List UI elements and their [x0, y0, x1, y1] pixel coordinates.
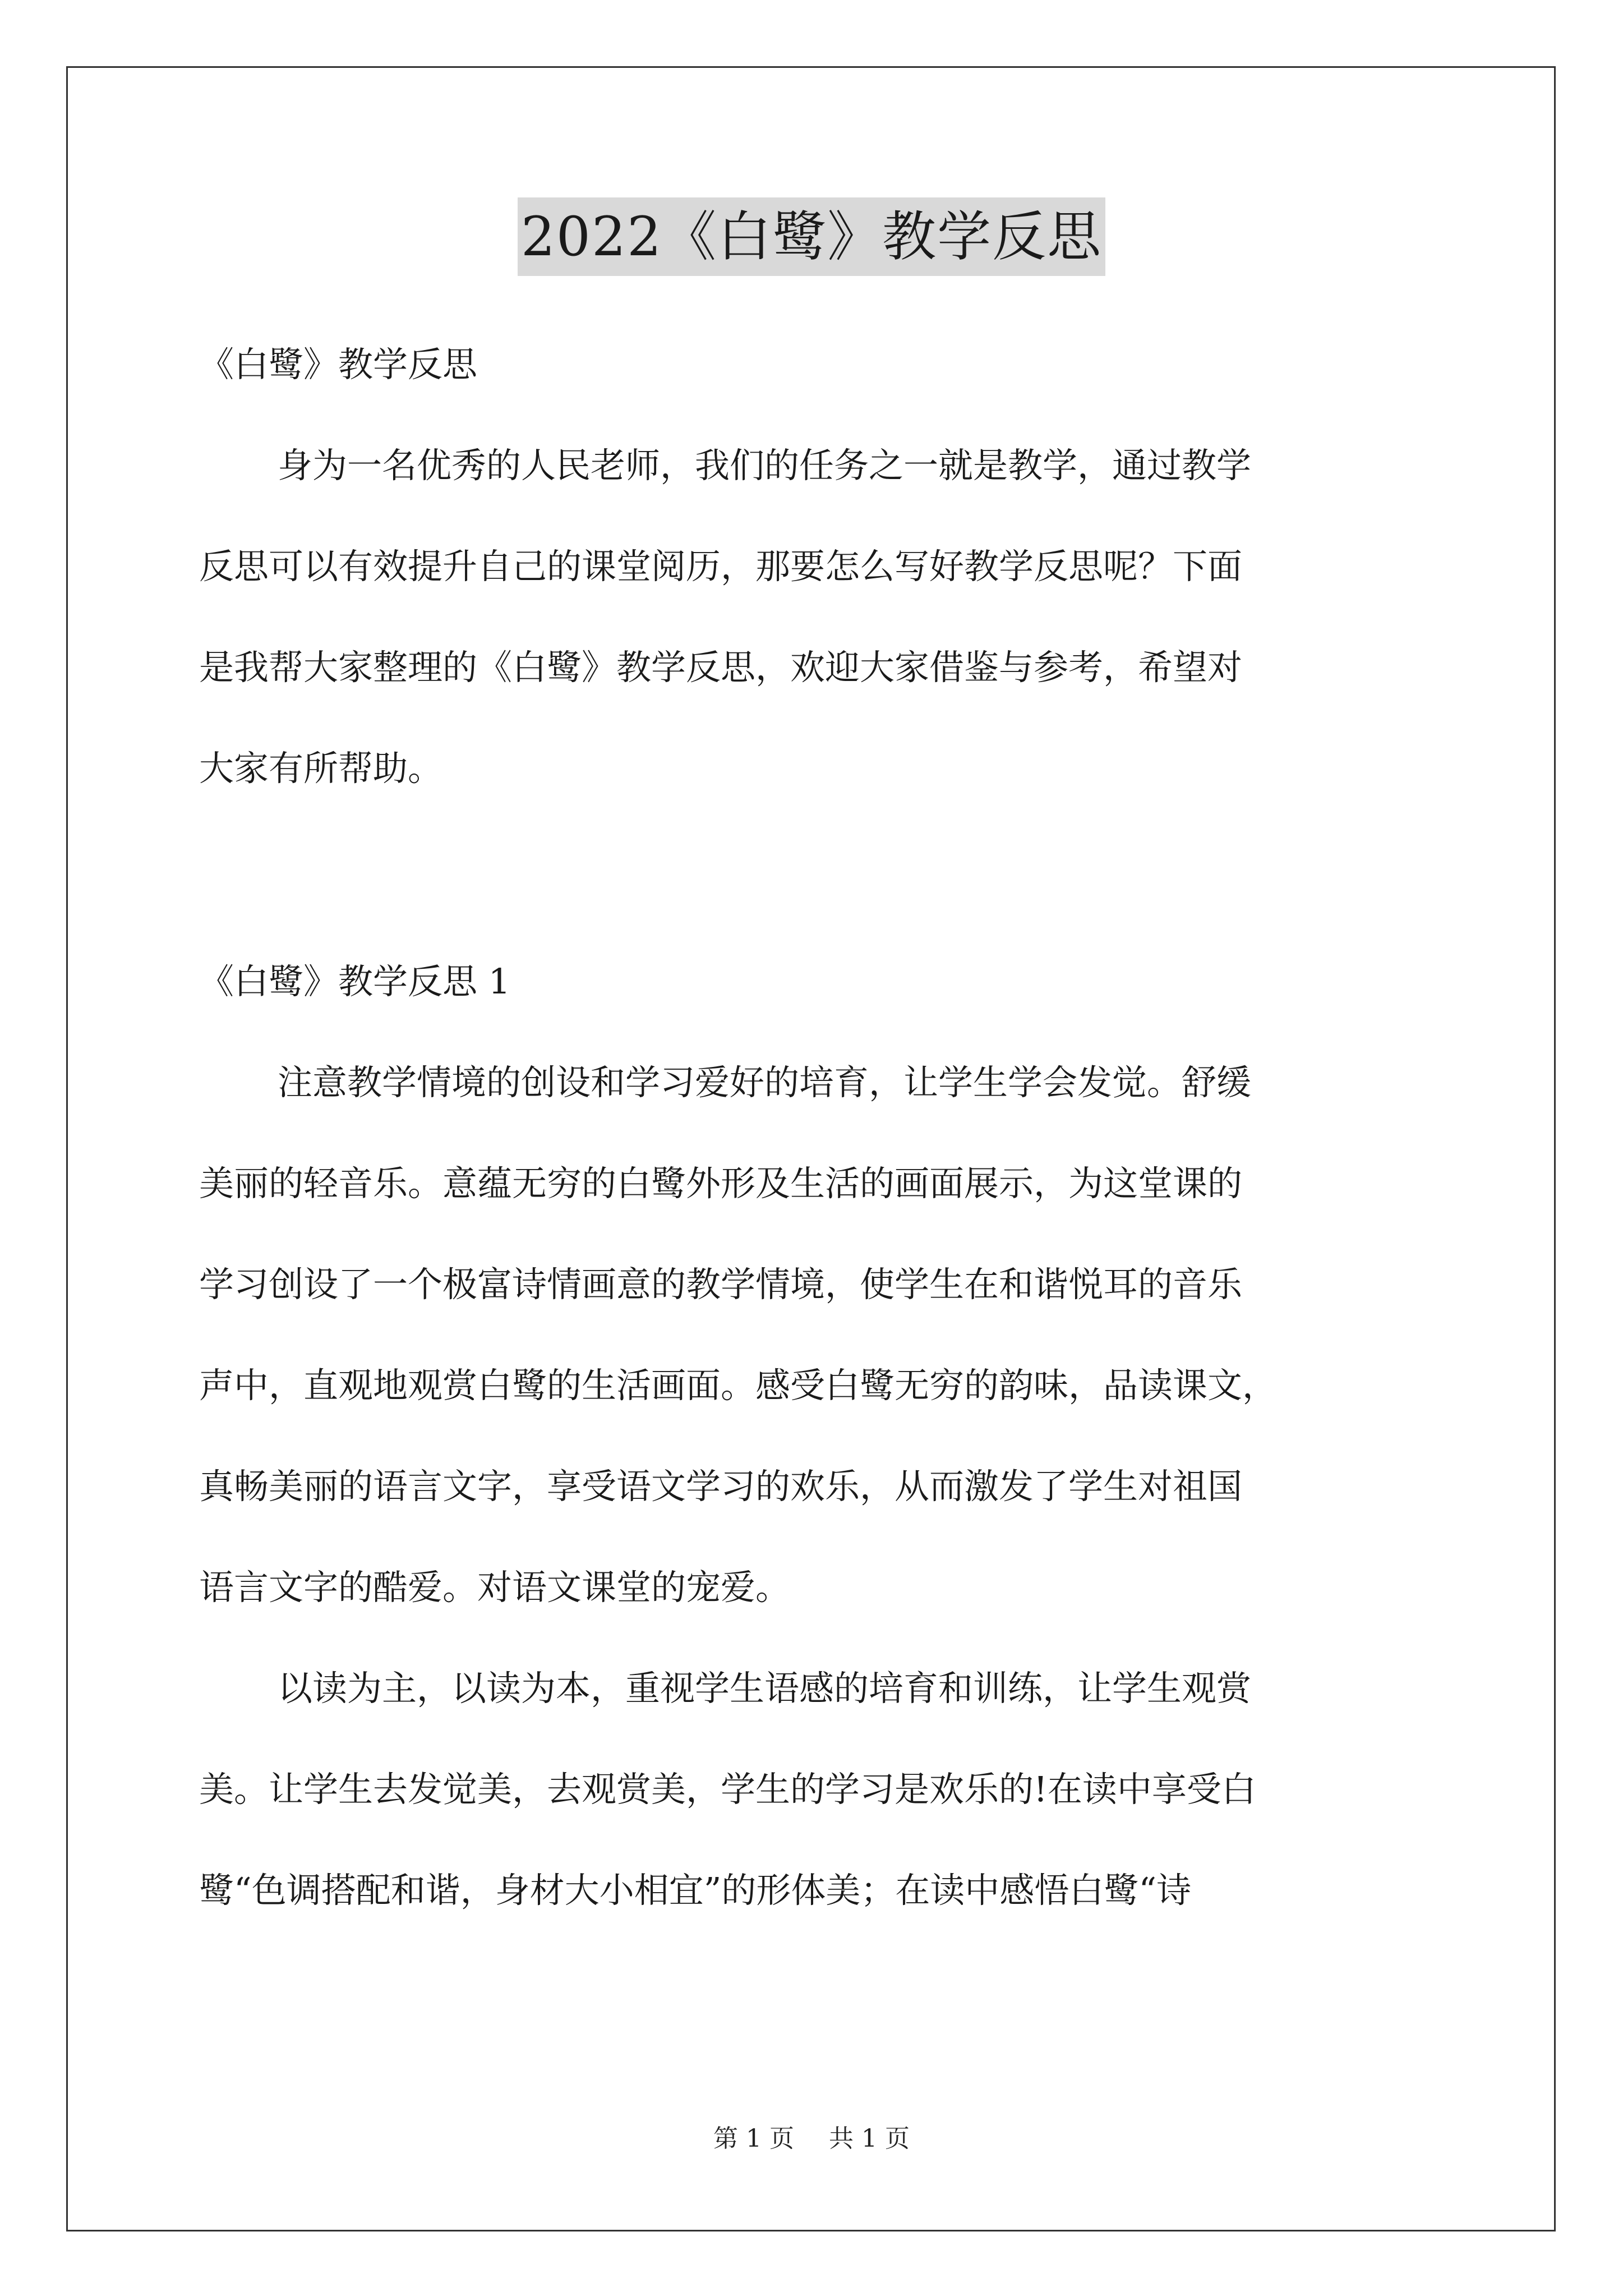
intro-line-1: 身为一名优秀的人民老师，我们的任务之一就是教学，通过教学 [278, 445, 1252, 486]
para-1-line-3: 学习创设了一个极富诗情画意的教学情境，使学生在和谐悦耳的音乐 [199, 1264, 1243, 1305]
para-2-line-3: 鹭“色调搭配和谐，身材大小相宜”的形体美；在读中感悟白鹭“诗 [199, 1870, 1192, 1911]
para-2-line-1: 以读为主，以读为本，重视学生语感的培育和训练，让学生观赏 [278, 1668, 1252, 1709]
page-number-current: 第 1 页 [713, 2124, 794, 2153]
document-title: 2022《白鹭》教学反思 [518, 197, 1105, 276]
document-body [199, 342, 1441, 1913]
para-1-line-6: 语言文字的酷爱。对语文课堂的宠爱。 [199, 1567, 791, 1608]
para-1-line-4: 声中，直观地观赏白鹭的生活画面。感受白鹭无穷的韵味，品读课文， [199, 1365, 1278, 1406]
intro-line-3: 是我帮大家整理的《白鹭》教学反思，欢迎大家借鉴与参考，希望对 [199, 647, 1243, 688]
para-1-line-2: 美丽的轻音乐。意蕴无穷的白鹭外形及生活的画面展示，为这堂课的 [199, 1163, 1243, 1204]
intro-line-4: 大家有所帮助。 [199, 748, 443, 789]
page-number-total: 共 1 页 [829, 2124, 910, 2153]
document-title-block [0, 197, 1623, 276]
section-1-heading: 《白鹭》教学反思 1 [199, 961, 511, 1002]
intro-heading: 《白鹭》教学反思 [199, 344, 478, 385]
intro-line-2: 反思可以有效提升自己的课堂阅历，那要怎么写好教学反思呢？下面 [199, 546, 1243, 587]
para-2-line-2: 美。让学生去发觉美，去观赏美，学生的学习是欢乐的!在读中享受白 [199, 1769, 1256, 1810]
para-1-line-5: 真畅美丽的语言文字，享受语文学习的欢乐，从而激发了学生对祖国 [199, 1466, 1243, 1507]
page-footer [0, 2122, 1623, 2156]
para-1-line-1: 注意教学情境的创设和学习爱好的培育，让学生学会发觉。舒缓 [278, 1062, 1252, 1103]
